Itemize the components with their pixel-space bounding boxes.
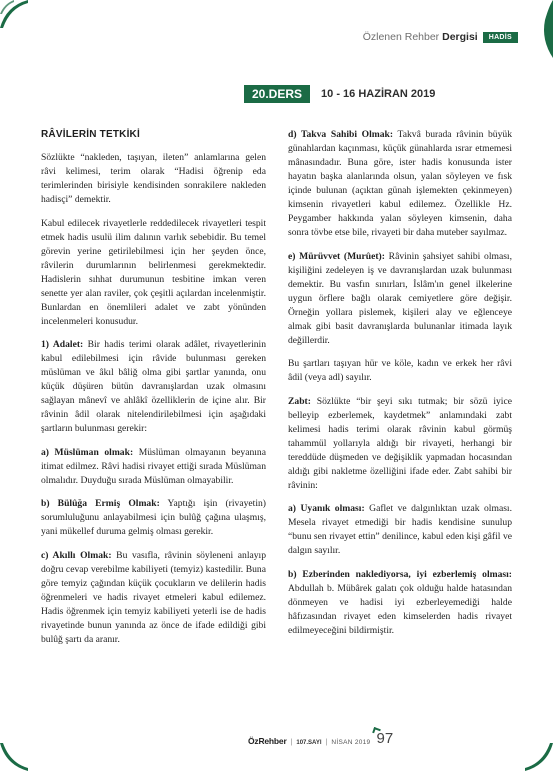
lesson-header [244,85,435,103]
paragraph-lead: b) Bülûğa Ermiş Olmak: [41,498,160,509]
corner-ornament-bottom-left [0,741,30,771]
article-title: RÂVİLERİN TETKİKİ [41,129,140,140]
corner-ornament-top-right [531,0,553,60]
running-head [363,29,518,45]
paragraph: b) Bülûğa Ermiş Olmak: Yaptığı işin (rivayetin) sorumluluğunu anlayabilmesi için bulûğ çağına ulaşmış, yani mükellef duruma gelmiş olması gerekir. [41,498,266,537]
paragraph: d) Takva Sahibi Olmak: Takvâ burada râvinin büyük günahlardan kaçınması, küçük günahlarda ısrar etmemesi mânasındadır. Buna göre, ister hadis konusunda ister hayatın başka alanlarında olsun, yalan söyleyen ve fısk içinde bulunan (açıktan günah işlemekten çekinmeyen) kimsenin rivayetleri kabul edilemez. Özellikle Hz. Peygamber hakkında yalan söyleyen kimsenin, daha sonra tövbe etse bile, rivayeti bir daha muteber sayılmaz. [288,129,512,238]
lesson-number-badge: 20.DERS [244,85,310,103]
section-badge: HADİS [483,32,518,43]
paragraph: c) Akıllı Olmak: Bu vasıfla, râvinin söyleneni anlayıp doğru cevap verebilme kabiliyeti (temyiz) kastedilir. Buna göre temyiz çağından küçük çocukların ve delilerin hadis öğrenmeleri ve hadis rivayet etmeleri kabul edilemez. Hadis öğrenmek için temyiz kabiliyeti yeterli ise de hadis rivayetinde bunun yanında az önce de ifade edildiği gibi bulûğ şartı da aranır. [41,549,267,645]
paragraph: e) Mürüvvet (Murûet): Râvinin şahsiyet sahibi olması, kişiliğini zedeleyen iş ve davranışlardan uzak bulunması demektir. Bu vasfın sınırları, İslâm'ın genel ilkelerine uygun örflere bağlı olarak cemiyetlere göre değişir. Örneğin yollara pislemek, kişileri alay ve eğlenceye almak gibi basit davranışlarda bulunanlar itimada layık değillerdir. [288,250,513,346]
corner-ornament-bottom-right [523,741,553,771]
footer-issue: 107.SAYI [296,740,322,746]
paragraph: Kabul edilecek rivayetlerle reddedilecek rivayetleri tespit etmek hadis usulü ilim dalının varlık sebebidir. Bu temel görevin yerine getirilebilmesi için her şeyden önce, râvilerin durumlarının belirlenmesi gerekmektedir. Hadislerin sıhhat durumunun tesbitine imkan veren senette yer alan raviler, çok çeşitli açılardan incelenmiştir. Bunlardan en önemlileri adalet ve zabt yönünden incelenmeleri konusudur. [41,217,266,327]
lesson-date: 10 - 16 HAZİRAN 2019 [321,88,436,100]
paragraph: Sözlükte “nakleden, taşıyan, ileten” anlamlarına gelen râvi kelimesi, terim olarak “Hadisi öğrenip eda terimlerinden birisiyle kendisinden sonrakilere nakleden hadisçi” demektir. [41,152,266,205]
page-number: 97 [376,731,393,746]
paragraph-lead: d) Takva Sahibi Olmak: [288,129,394,140]
paragraph-lead: c) Akıllı Olmak: [41,549,112,561]
paragraph-lead: b) Ezberinden naklediyorsa, iyi ezberlemiş olması: [288,568,512,580]
left-column [41,128,266,656]
footer-brand: ÖzRehber [248,736,287,746]
paragraph-lead: Zabt: [288,395,311,407]
paragraph-lead: a) Uyanık olması: [288,503,365,514]
paragraph: b) Ezberinden naklediyorsa, iyi ezberlemiş olması: Abdullah b. Mübârek galatı çok olduğu halde hatasından dönmeyen ve hadisi iyi ezberleyemediği halde hâfızasından rivayet eden kimselerden hadis rivayet edilmeyeceğini bildirmiştir. [288,568,512,636]
paragraph: Bu şartları taşıyan hür ve köle, kadın ve erkek her râvi âdil (veya adl) sayılır. [288,358,512,383]
magazine-title: Özlenen Rehber Dergisi [362,31,478,43]
paragraph: a) Uyanık olması: Gaflet ve dalgınlıktan uzak olması. Mesela rivayet etmediği bir hadis kendisine sunulup “bunu sen rivayet ettin” denilince, kabul eden kişi gâfil ve dalgın sayılır. [288,503,512,556]
paragraph-lead: 1) Adalet: [41,339,84,350]
paragraph: Zabt: Sözlükte “bir şeyi sıkı tutmak; bir sözü iyice belleyip ezberlemek, kaydetmek” anlamındaki zabt kelimesi hadis terimi olarak râvinin kabul görmüş tahammül yollarıyla aldığı bir rivayeti, herhangi bir tereddüde düşmeden ve değişiklik yapmadan hocasından aldığı gibi nakletme özelliğini ifade eder. Zabt sahibi bir râvinin: [288,395,512,491]
footer-month: NİSAN 2019 [331,739,371,746]
paragraph: a) Müslüman olmak: Müslüman olmayanın beyanına itimat edilmez. Râvi hadisi rivayet ettiği sırada Müslüman olmalıdır. Duyduğu sırada Müslüman olmayabilir. [41,446,266,486]
paragraph-lead: a) Müslüman olmak: [41,446,134,458]
page-footer: ÖzRehber | 107.SAYI | NİSAN 2019 97 [248,728,393,746]
right-column [288,128,512,647]
paragraph: 1) Adalet: Bir hadis terimi olarak adâlet, rivayetlerinin kabul edilebilmesi için râvide bulunması gereken müslüman ve âkıl bâliğ olma gibi şartlar yanında, onu küçük düşüren bütün davranışlardan uzak olmasını sağlayan mânevî ve ahlâkî özelliklerin de içine alır. Bir râvinin âdil olarak nitelendirilebilmesi için aşağıdaki şartların bulunması gerekir: [41,339,266,434]
corner-ornament-top-left [0,0,30,30]
paragraph-lead: e) Mürüvvet (Murûet): [288,250,385,262]
